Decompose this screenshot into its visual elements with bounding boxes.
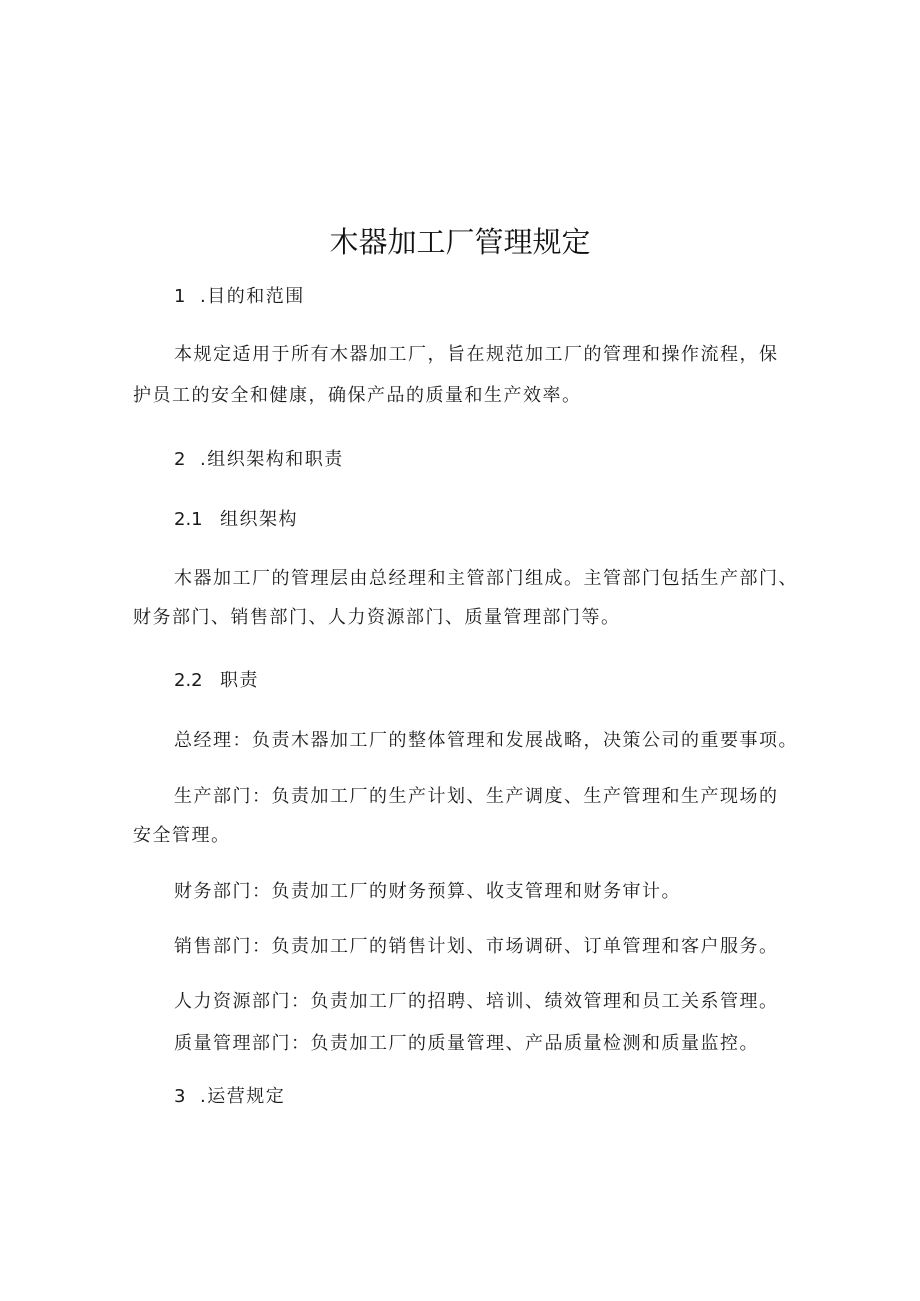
subsection-2-1-title: 组织架构 xyxy=(220,509,298,530)
document-title: 木器加工厂管理规定 xyxy=(329,225,591,259)
duty-production-line-1: 生产部门：负责加工厂的生产计划、生产调度、生产管理和生产现场的 xyxy=(174,786,779,807)
subsection-2-1-body-line-2: 财务部门、销售部门、人力资源部门、质量管理部门等。 xyxy=(133,607,621,628)
section-1-title: .目的和范围 xyxy=(200,286,305,307)
section-3-heading xyxy=(174,1085,285,1109)
section-2-number: 2 xyxy=(174,449,187,470)
subsection-2-1-heading xyxy=(174,508,298,532)
section-1-body-line-1: 本规定适用于所有木器加工厂，旨在规范加工厂的管理和操作流程，保 xyxy=(174,344,779,365)
section-2-title: .组织架构和职责 xyxy=(200,449,344,470)
section-1-heading xyxy=(174,285,305,309)
subsection-2-2-title: 职责 xyxy=(220,670,259,691)
duty-quality: 质量管理部门：负责加工厂的质量管理、产品质量检测和质量监控。 xyxy=(174,1033,759,1054)
duty-general-manager: 总经理：负责木器加工厂的整体管理和发展战略，决策公司的重要事项。 xyxy=(174,730,798,751)
section-2-heading xyxy=(174,448,344,472)
subsection-2-1-body-line-1: 木器加工厂的管理层由总经理和主管部门组成。主管部门包括生产部门、 xyxy=(174,568,798,589)
subsection-2-1-number: 2.1 xyxy=(174,509,203,530)
duty-hr: 人力资源部门：负责加工厂的招聘、培训、绩效管理和员工关系管理。 xyxy=(174,991,779,1012)
section-3-number: 3 xyxy=(174,1086,187,1107)
subsection-2-2-heading xyxy=(174,669,259,693)
subsection-2-2-number: 2.2 xyxy=(174,670,203,691)
duty-finance: 财务部门：负责加工厂的财务预算、收支管理和财务审计。 xyxy=(174,881,681,902)
duty-production-line-2: 安全管理。 xyxy=(133,825,231,846)
section-1-number: 1 xyxy=(174,286,187,307)
duty-sales: 销售部门：负责加工厂的销售计划、市场调研、订单管理和客户服务。 xyxy=(174,936,779,957)
section-1-body-line-2: 护员工的安全和健康，确保产品的质量和生产效率。 xyxy=(133,385,582,406)
section-3-title: .运营规定 xyxy=(200,1086,286,1107)
